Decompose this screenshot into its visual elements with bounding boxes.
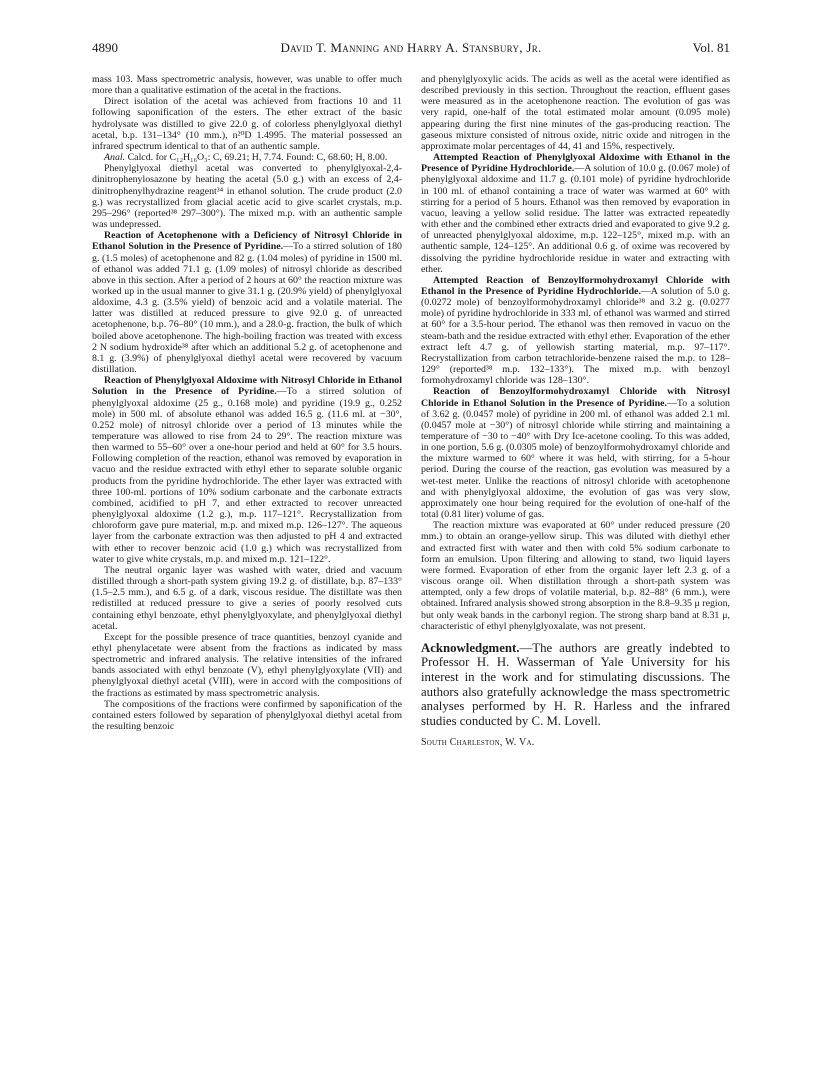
paragraph-text: Phenylglyoxal diethyl acetal was converted to phenylglyoxal-2,4-dinitrophenylosazone by heating the acetal (5.0 g.) with an excess of 2,4-dinitrophenylhydrazine reagent³⁴ in ethanol solution. The crude product (2.0 g.) was recrystallized from glacial acetic acid to give scarlet crystals, m.p. 295–296° (reported³⁸ 297–300°). The mixed m.p. with an authentic sample was undepressed. [92, 163, 402, 231]
paragraph [92, 96, 402, 152]
page-header [92, 40, 730, 58]
paragraph [92, 632, 402, 699]
paragraph [92, 565, 402, 632]
acknowledgment-heading: Acknowledgment. [421, 640, 520, 655]
paragraph-text: Direct isolation of the acetal was achieved from fractions 10 and 11 following saponification of the esters. The ether extract of the basic hydrolysate was distilled to give 22.0 g. of colorless phenylglyoxal diethyl acetal, b.p. 131–134° (10 mm.), n²⁰D 1.4995. The material possessed an infrared spectrum identical to that of an authentic sample. [92, 96, 402, 152]
section-heading: Reaction of Phenylglyoxal Aldoxime with Nitrosyl Chloride in Ethanol Solution in the Presence of Pyridine. [92, 375, 402, 398]
left-column [92, 74, 402, 732]
paragraph-text: —To a solution of 3.62 g. (0.0457 mole) of pyridine in 200 ml. of ethanol was added 2.1 ml. (0.0457 mole at −30°) of nitrosyl chloride while stirring and maintaining a temperature of −30 to −40° with Dry Ice-acetone cooling. To this was added, in one portion, 5.6 g. (0.0305 mole) of benzoylformohydroxamyl chloride and the mixture warmed to 60° where it was held, with stirring, for a 5-hour period. During the course of the reaction, gas evolution was measured by a wet-test meter. Unlike the reactions of nitrosyl chloride with acetophenone and with phenylglyoxal aldoxime, the evolution of gas was very slow, approximately one hour being required for the evolution of one-half of the total (0.81 liter) volume of gas. [421, 397, 730, 521]
paragraph-text: and phenylglyoxylic acids. The acids as well as the acetal were identified as described previously in this section. Throughout the reaction, effluent gases were measured as in the acetophenone reaction. The evolution of gas was very rapid, one-half of the total estimated molar amount (0.095 mole) appearing during the first nine minutes of the gas-producing reaction. The gaseous mixture consisted of nitrous oxide, nitric oxide and nitrogen in the approximate molar percentages of 44, 41 and 15%, respectively. [421, 74, 730, 152]
paragraph [92, 74, 402, 96]
analysis-label: Anal. [104, 152, 126, 164]
paragraph [92, 699, 402, 732]
paragraph [421, 520, 730, 632]
section-heading: Reaction of Acetophenone with a Deficiency of Nitrosyl Chloride in Ethanol Solution in the Presence of Pyridine. [92, 230, 402, 253]
paragraph-text: The reaction mixture was evaporated at 60° under reduced pressure (20 mm.) to obtain an orange-yellow sirup. This was diluted with diethyl ether and extracted first with water and then with cold 5% sodium carbonate to form an emulsion. Upon filtering and allowing to stand, two liquid layers were formed. Evaporation of ether from the organic layer left 2.3 g. of a viscous orange oil. When distillation through a short-path system was attempted, only a few drops of volatile material, b.p. 82–88° (6 mm.), were obtained. Infrared analysis showed strong absorption in the 8.8–9.35 μ region, but only weak bands in the carbonyl region. The strong sharp band at 8.31 μ, characteristic of ethyl phenylglyoxalate, was not present. [421, 520, 730, 632]
acknowledgment-text: —The authors are greatly indebted to Professor H. H. Wasserman of Yale University for his interest in the work and for stimulating discussions. The authors also gratefully acknowledge the mass spectrometric analyses performed by H. R. Harless and the infrared studies conducted by C. M. Lovell. [421, 640, 730, 728]
paragraph [92, 375, 402, 565]
right-column [421, 74, 730, 749]
section-heading: Reaction of Benzoylformohydroxamyl Chloride with Nitrosyl Chloride in Ethanol Solution in the Presence of Pyridine. [421, 386, 730, 409]
paragraph [92, 152, 402, 163]
paragraph-text: —To a stirred solution of phenylglyoxal aldoxime (25 g., 0.168 mole) and pyridine (19.9 g., 0.252 mole) in 500 ml. of absolute ethanol was added 16.5 g. (11.6 ml. at −30°, 0.252 mole) of nitrosyl chloride over a period of 13 minutes while the temperature was allowed to rise from 24 to 29°. The reaction mixture was then warmed to 55–60° over a one-hour period and held at 60° for 3.5 hours. Following completion of the reaction, ethanol was removed by evaporation in vacuo and the residue extracted with ethyl ether to separate soluble organic products from the pyridine hydrochloride. The ether layer was extracted with three 100-ml. portions of 10% sodium carbonate and the carbonate extracts combined, acidified to pH 7, and ether extracted to recover unreacted phenylglyoxal aldoxime (1.2 g.), m.p. 117–121°. Recrystallization from chloroform gave pure material, m.p. and mixed m.p. 126–127°. The aqueous layer from the carbonate extraction was then adjusted to pH 4 and extracted with ether to recover benzoic acid (1.0 g.) which was recrystallized from water to give white crystals, m.p. and mixed m.p. 121–122°. [92, 386, 402, 565]
paragraph-text: —To a stirred solution of 180 g. (1.5 moles) of acetophenone and 82 g. (1.04 moles) of pyridine in 1500 ml. of ethanol was added 71.1 g. (1.09 moles) of nitrosyl chloride as described above in this section. After a period of 2 hours at 60° the reaction mixture was worked up in the usual manner to give 31.1 g. (20.9% yield) of phenylglyoxal aldoxime, 4.3 g. (3.5% yield) of benzoic acid and a volatile material. The latter was distilled at reduced pressure to give 92.0 g. of unreacted acetophenone, b.p. 76–80° (10 mm.), and a 28.0-g. fraction, the bulk of which boiled above acetophenone. The high-boiling fraction was treated with excess 2 N sodium hydroxide³⁸ after which an additional 5.2 g. of acetophenone and 8.1 g. (3.9%) of phenylglyoxal diethyl acetal were recovered by vacuum distillation. [92, 241, 402, 376]
paragraph-text: mass 103. Mass spectrometric analysis, however, was unable to offer much more than a qualitative estimation of the acetal in the fractions. [92, 74, 402, 97]
paragraph [92, 230, 402, 375]
right-column-paragraphs [421, 74, 730, 632]
paragraph-text: —A solution of 10.0 g. (0.067 mole) of phenylglyoxal aldoxime and 11.7 g. (0.101 mole) of pyridine hydrochloride in 100 ml. of ethanol containing a trace of water was warmed at 60° with stirring for a period of 5 hours. Ethanol was then removed by evaporation in vacuo, leaving a yellow solid residue. The latter was extracted repeatedly with ether and the combined ether extracts dried and evaporated to give 9.2 g. of unreacted phenylglyoxal aldoxime, m.p. 122–125°, mixed m.p. with an authentic sample, 124–125°. An additional 0.6 g. of oxime was recovered by dissolving the pyridine hydrochloride residue in water and extracting with ether. [421, 163, 730, 275]
paragraph [421, 386, 730, 520]
paragraph [421, 74, 730, 152]
page-number: 4890 [92, 40, 118, 55]
paragraph [421, 152, 730, 275]
paragraph-text: The neutral organic layer was washed with water, dried and vacuum distilled through a short-path system giving 19.2 g. of distillate, b.p. 87–133° (1.5–2.5 mm.), and 6.5 g. of a dark, viscous residue. The distillate was then redistilled at reduced pressure to give a series of poorly resolved cuts containing ethyl benzoate, ethyl phenylglyoxylate, and phenylglyoxal diethyl acetal. [92, 564, 402, 632]
acknowledgment-paragraph [421, 641, 730, 729]
paragraph-text: —A solution of 5.0 g. (0.0272 mole) of benzoylformohydroxamyl chloride³⁸ and 3.2 g. (0.0277 mole) of pyridine hydrochloride in 333 ml. of ethanol was warmed and stirred at 60° for a 3.5-hour period. The ethanol was then removed in vacuo on the steam-bath and the residue extracted with ethyl ether. Evaporation of the ether extract left 4.7 g. of yellowish starting material, m.p. 97–117°. Recrystallization from carbon tetrachloride-benzene raised the m.p. to 128–129° (reported³⁸ m.p. 132–133°). The mixed m.p. with benzoyl formohydroxamyl chloride was 128–130°. [421, 285, 730, 387]
paragraph-text: Calcd. for C₁₂H₁₆O₃: C, 69.21; H, 7.74. Found: C, 68.60; H, 8.00. [125, 152, 388, 164]
author-location: South Charleston, W. Va. [421, 737, 535, 749]
section-heading: Attempted Reaction of Phenylglyoxal Aldoxime with Ethanol in the Presence of Pyridine Hydrochloride. [421, 152, 730, 175]
paragraph [92, 163, 402, 230]
paragraph-text: Except for the possible presence of trace quantities, benzoyl cyanide and ethyl phenylacetate were absent from the fractions as indicated by mass spectrometric and infrared analysis. The relative intensities of the infrared bands associated with ethyl benzoate (V), ethyl phenylglyoxylate (VII) and phenylglyoxal diethyl acetal (VIII), were in accord with the compositions of the fractions as estimated by mass spectrometric analysis. [92, 631, 402, 699]
section-heading: Attempted Reaction of Benzoylformohydroxamyl Chloride with Ethanol in the Presence of Pyridine Hydrochloride. [421, 274, 730, 297]
volume-number: Vol. 81 [692, 40, 730, 55]
paragraph-text: The compositions of the fractions were confirmed by saponification of the contained esters followed by separation of phenylglyoxal diethyl acetal from the resulting benzoic [92, 698, 402, 733]
running-head-authors: David T. Manning and Harry A. Stansbury, Jr. [280, 40, 542, 55]
paragraph [421, 275, 730, 387]
